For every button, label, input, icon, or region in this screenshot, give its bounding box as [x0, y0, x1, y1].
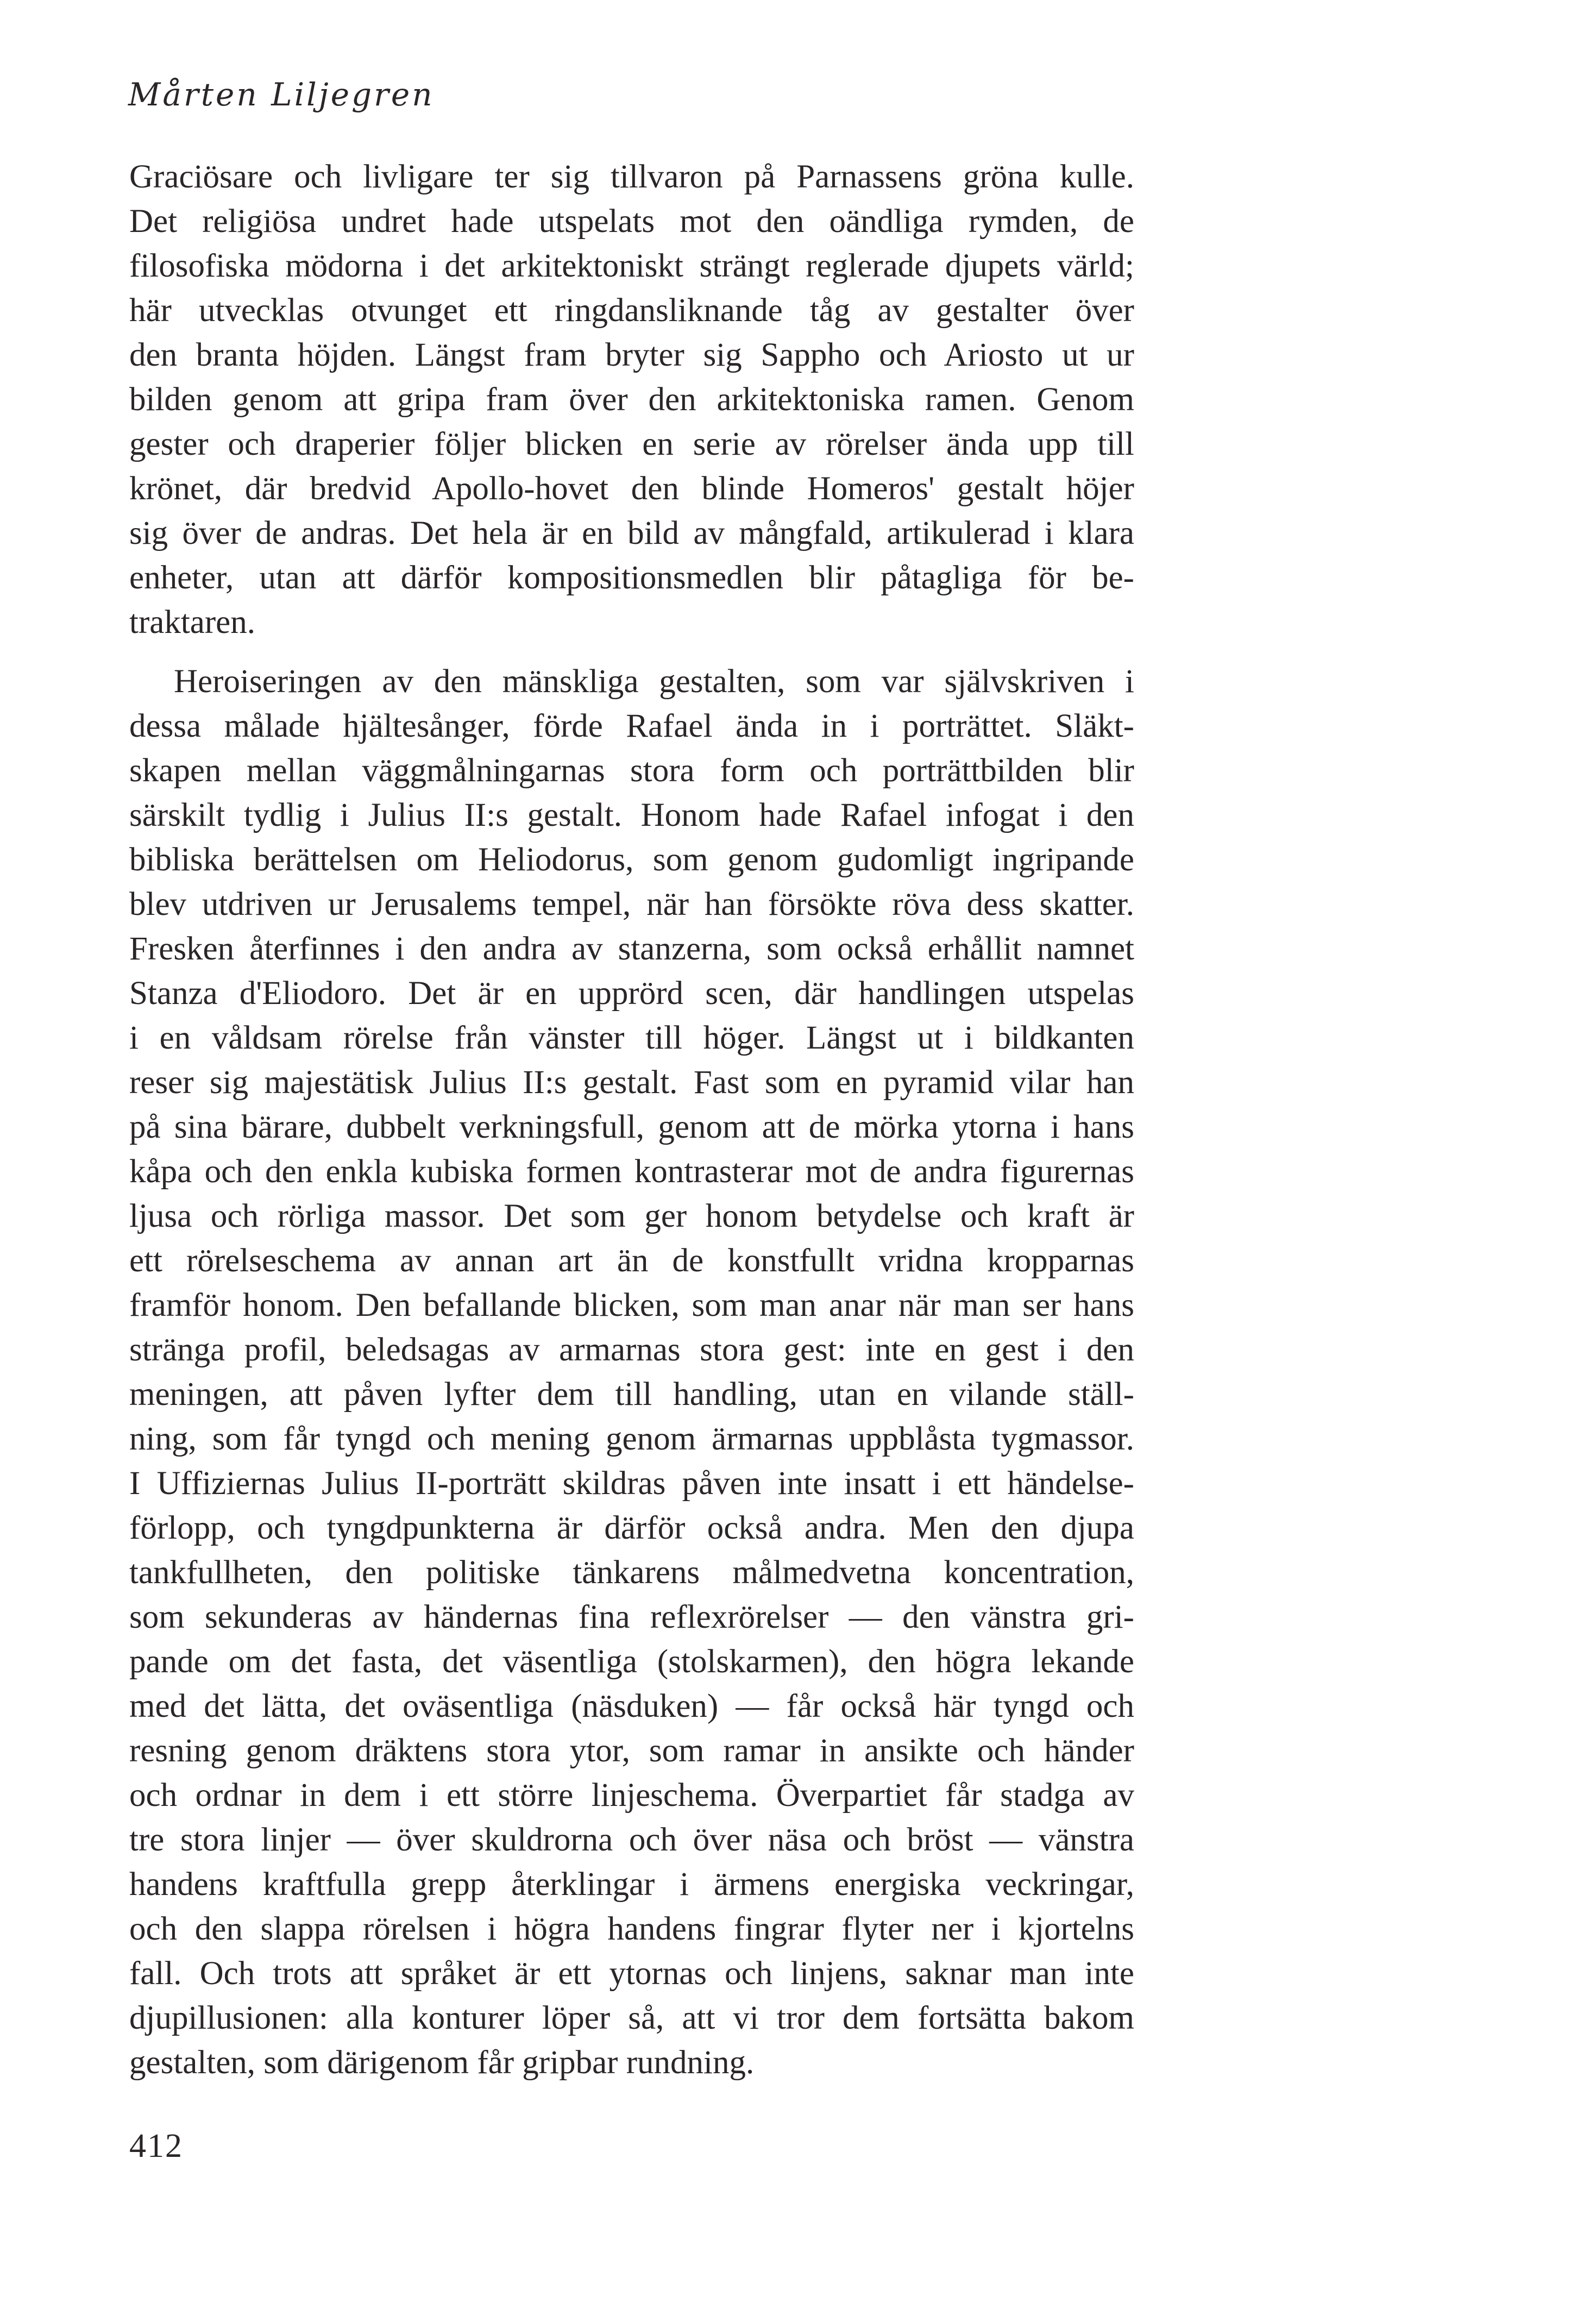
text-line: I Uffiziernas Julius II-porträtt skildras påven inte insatt i ett händelse- — [129, 1465, 1134, 1502]
text-line: med det lätta, det oväsentliga (näsduken) — får också här tyngd och — [129, 1688, 1134, 1724]
text-line: stränga profil, beledsagas av armarnas stora gest: inte en gest i den — [129, 1332, 1134, 1368]
page-number: 412 — [129, 2128, 183, 2164]
paragraph — [129, 660, 1134, 2085]
text-line: förlopp, och tyngdpunkterna är därför också andra. Men den djupa — [129, 1510, 1134, 1546]
paragraph — [129, 155, 1134, 645]
text-line: dessa målade hjältesånger, förde Rafael ända in i porträttet. Släkt- — [129, 708, 1134, 744]
text-line: reser sig majestätisk Julius II:s gestalt. Fast som en pyramid vilar han — [129, 1064, 1134, 1101]
text-line: enheter, utan att därför kompositionsmedlen blir påtagliga för be- — [129, 560, 1134, 596]
body-text — [129, 155, 1134, 2085]
text-line: krönet, där bredvid Apollo-hovet den blinde Homeros' gestalt höjer — [129, 470, 1134, 507]
text-line: traktaren. — [129, 604, 255, 641]
text-line: på sina bärare, dubbelt verkningsfull, genom att de mörka ytorna i hans — [129, 1109, 1134, 1145]
text-line: och ordnar in dem i ett större linjeschema. Överpartiet får stadga av — [129, 1777, 1134, 1814]
text-line: ljusa och rörliga massor. Det som ger honom betydelse och kraft är — [129, 1198, 1134, 1234]
text-line: filosofiska mödorna i det arkitektoniskt strängt reglerade djupets värld; — [129, 248, 1134, 284]
text-line: Graciösare och livligare ter sig tillvaron på Parnassens gröna kulle. — [129, 159, 1134, 195]
text-line: sig över de andras. Det hela är en bild av mångfald, artikulerad i klara — [129, 515, 1134, 551]
text-line: särskilt tydlig i Julius II:s gestalt. Honom hade Rafael infogat i den — [129, 797, 1134, 833]
text-line: gestalten, som därigenom får gripbar rundning. — [129, 2044, 755, 2081]
text-line: framför honom. Den befallande blicken, som man anar när man ser hans — [129, 1287, 1134, 1323]
text-line: ett rörelseschema av annan art än de konstfullt vridna kropparnas — [129, 1243, 1134, 1279]
text-line: fall. Och trots att språket är ett ytornas och linjens, saknar man inte — [129, 1955, 1134, 1992]
text-line: och den slappa rörelsen i högra handens fingrar flyter ner i kjortelns — [129, 1911, 1134, 1947]
text-line: Fresken återfinnes i den andra av stanzerna, som också erhållit namnet — [129, 931, 1134, 967]
text-line: som sekunderas av händernas fina reflexrörelser — den vänstra gri- — [129, 1599, 1134, 1635]
text-line: djupillusionen: alla konturer löper så, att vi tror dem fortsätta bakom — [129, 2000, 1134, 2036]
text-line: Det religiösa undret hade utspelats mot den oändliga rymden, de — [129, 203, 1134, 240]
text-line: bilden genom att gripa fram över den arkitektoniska ramen. Genom — [129, 381, 1134, 418]
text-line: ning, som får tyngd och mening genom ärmarnas uppblåsta tygmassor. — [129, 1421, 1134, 1457]
text-line: bibliska berättelsen om Heliodorus, som genom gudomligt ingripande — [129, 842, 1134, 878]
text-line: tankfullheten, den politiske tänkarens målmedvetna koncentration, — [129, 1554, 1134, 1591]
text-line: blev utdriven ur Jerusalems tempel, när han försökte röva dess skatter. — [129, 886, 1134, 923]
text-line: Heroiseringen av den mänskliga gestalten, som var självskriven i — [174, 663, 1134, 700]
text-line: här utvecklas otvunget ett ringdansliknande tåg av gestalter över — [129, 292, 1134, 329]
text-line: pande om det fasta, det väsentliga (stolskarmen), den högra lekande — [129, 1643, 1134, 1680]
text-line: meningen, att påven lyfter dem till handling, utan en vilande ställ- — [129, 1376, 1134, 1413]
running-head: Mårten Liljegren — [128, 76, 435, 113]
text-line: handens kraftfulla grepp återklingar i ärmens energiska veckringar, — [129, 1866, 1134, 1903]
text-line: skapen mellan väggmålningarnas stora form och porträttbilden blir — [129, 752, 1134, 789]
text-line: kåpa och den enkla kubiska formen kontrasterar mot de andra figurernas — [129, 1153, 1134, 1190]
text-line: den branta höjden. Längst fram bryter sig Sappho och Ariosto ut ur — [129, 337, 1134, 373]
text-line: i en våldsam rörelse från vänster till höger. Längst ut i bildkanten — [129, 1020, 1134, 1056]
text-line: gester och draperier följer blicken en serie av rörelser ända upp till — [129, 426, 1134, 462]
text-line: Stanza d'Eliodoro. Det är en upprörd scen, där handlingen utspelas — [129, 975, 1134, 1012]
text-line: tre stora linjer — över skuldrorna och över näsa och bröst — vänstra — [129, 1822, 1134, 1858]
text-line: resning genom dräktens stora ytor, som ramar in ansikte och händer — [129, 1733, 1134, 1769]
